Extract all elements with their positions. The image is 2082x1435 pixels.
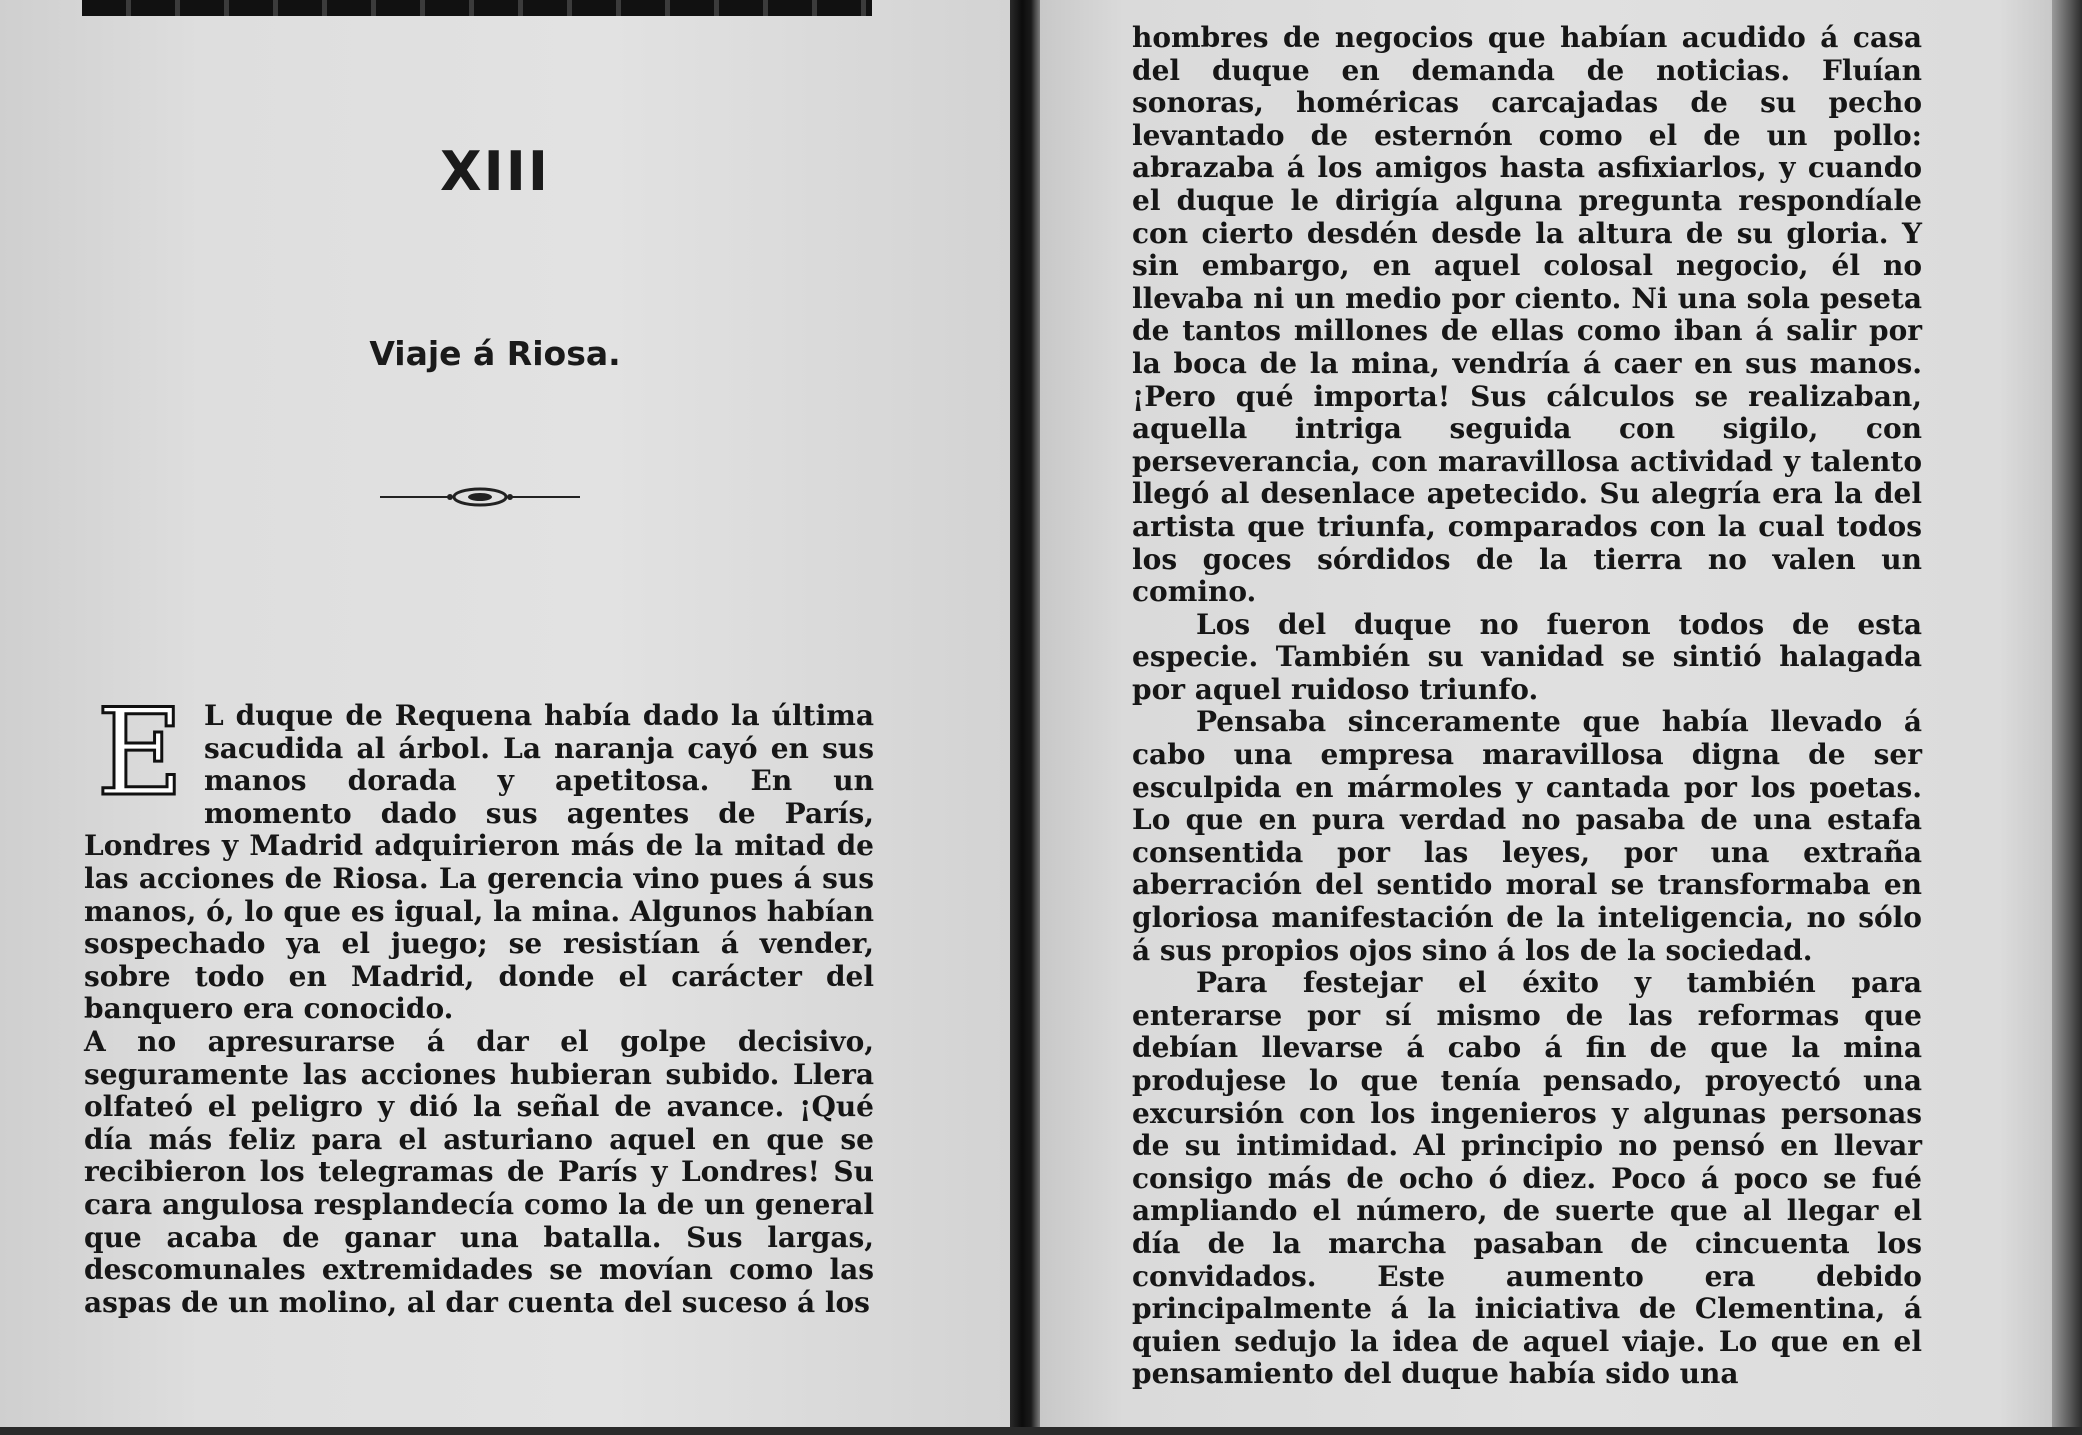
page-edge-shadow: [2052, 0, 2082, 1435]
right-paragraph-4: Para festejar el éxito y también para enterarse por sí mismo de las reformas que debían llevarse á cabo á fin de que la mina produjese lo que tenía pensado, proyectó una excursión con los ingenieros y algunas personas de su intimidad. Al principio no pensó en llevar consigo más de ocho ó diez. Poco á poco se fué ampliando el número, de suerte que al llegar el día de la marcha pasaban de cincuenta los convidados. Este aumento era debido principalmente á la iniciativa de Clementina, á quien sedujo la idea de aquel viaje. Lo que en el pensamiento del duque había sido una: [1132, 966, 1922, 1391]
chapter-title: Viaje á Riosa.: [369, 334, 621, 373]
chapter-ornament-divider-icon: [380, 482, 580, 512]
right-paragraph-2: Los del duque no fueron todos de esta especie. También su vanidad se sintió halagada por aquel ruidoso triunfo.: [1132, 607, 1922, 706]
left-paragraph-2: A no apresurarse á dar el golpe decisivo, seguramente las acciones hubieran subido. Llera olfateó el peligro y dió la señal de avance. ¡Qué día más feliz para el asturiano aquel en que se recibieron los telegramas de París y Londres! Su cara angulosa resplandecía como la de un general que acaba de ganar una batalla. Sus largas, descomunales extremidades se movían como las aspas de un molino, al dar cuenta del suceso á los: [84, 1024, 874, 1319]
bottom-edge: [0, 1427, 2082, 1435]
top-decorative-band: [82, 0, 872, 16]
left-page-text: [84, 684, 874, 1319]
left-paragraph-1: L duque de Requena había dado la última sacudida al árbol. La naranja cayó en sus manos dorada y apetitosa. En un momento dado sus agentes de París, Londres y Madrid adquirieron más de la mitad de las acciones de Riosa. La gerencia vino pues á sus manos, ó, lo que es igual, la mina. Algunos habían sospechado ya el juego; se resistían á vender, sobre todo en Madrid, donde el carácter del banquero era conocido.: [84, 699, 874, 1026]
right-page-text: [1132, 22, 1922, 1391]
chapter-number: XIII: [440, 140, 550, 203]
left-page: [0, 0, 1010, 1435]
right-paragraph-1: hombres de negocios que habían acudido á casa del duque en demanda de noticias. Fluían sonoras, homéricas carcajadas de su pecho levantado de esternón como el de un pollo: abrazaba á los amigos hasta asfixiarlos, y cuando el duque le dirigía alguna pregunta respondíale con cierto desdén desde la altura de su gloria. Y sin embargo, en aquel colosal negocio, él no llevaba ni un medio por ciento. Ni una sola peseta de tantos millones de ellas como iban á salir por la boca de la mina, vendría á caer en sus manos. ¡Pero qué importa! Sus cálculos se realizaban, aquella intriga seguida con sigilo, con perseverancia, con maravillosa actividad y talento llegó al desenlace apetecido. Su alegría era la del artista que triunfa, comparados con la cual todos los goces sórdidos de la tierra no valen un comino.: [1132, 21, 1922, 609]
book-gutter: [1010, 0, 1040, 1435]
drop-cap-letter: E: [96, 684, 184, 823]
right-paragraph-3: Pensaba sinceramente que había llevado á cabo una empresa maravillosa digna de ser esculpida en mármoles y cantada por los poetas. Lo que en pura verdad no pasaba de una estafa consentida por las leyes, por una extraña aberración del sentido moral se transformaba en gloriosa manifestación de la inteligencia, no sólo á sus propios ojos sino á los de la sociedad.: [1132, 705, 1922, 967]
ornamental-letter-e-icon: [84, 684, 196, 823]
